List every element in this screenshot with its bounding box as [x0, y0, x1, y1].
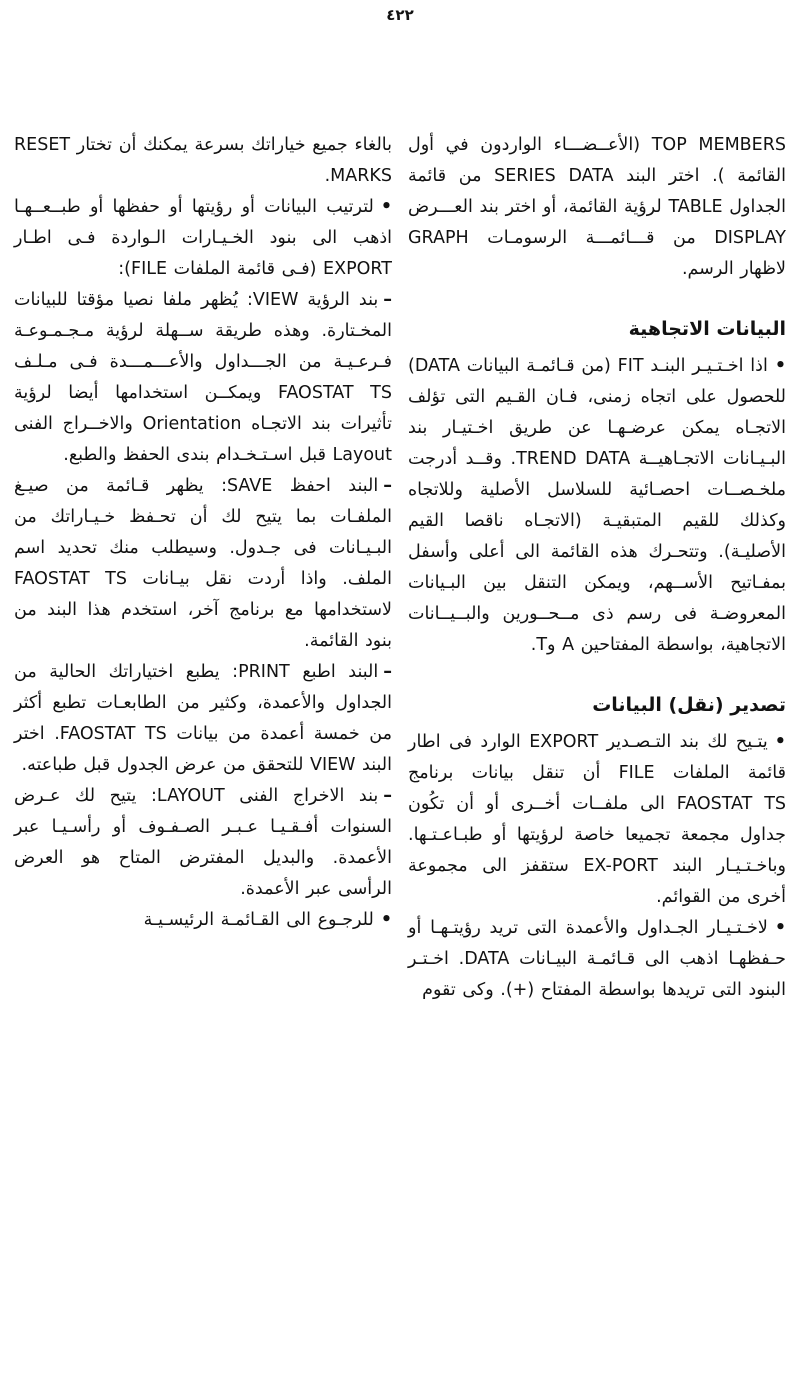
bullet-icon: • — [774, 356, 786, 376]
bullet-text: للرجـوع الى القـائمـة الرئيسـيـة — [143, 910, 374, 930]
bullet-icon: • — [380, 910, 392, 930]
left-column — [14, 130, 392, 1006]
bullet-icon: • — [774, 732, 786, 752]
bullet-text: لترتيب البيانات أو رؤيتها أو حفظها أو طبــعــهـا اذهب الى بنود الخـيـارات الـواردة فـى اطـار EXPORT (فـى قائمة الملفات FILE): — [14, 197, 392, 279]
paragraph — [408, 130, 786, 285]
dash-text: بند الرؤية VIEW: يُظهر ملفا نصيا مؤقتا للبيانات المخـتارة. وهذه طريقة ســهلة لرؤية مـجـمـوعـة فـرعـيـة من الجـــداول والأعـــمـــدة فـى مـلـف FAOSTAT TS ويمكــن استخدامها أيضا لرؤية تأثيرات بند الاتجـاه Orientation والاخــراج الفنى Layout قبل اسـتـخـدام بندى الحفظ والطبع. — [14, 290, 392, 465]
dash-item — [14, 285, 392, 471]
paragraph-text: TOP MEMBERS (الأعــضـــاء الواردون في أول القائمة ). اختر البند SERIES DATA من قائمة الجداول TABLE لرؤية القائمة، أو اختر بند العـــرض DISPLAY من قـــائمـــة الرسومـات GRAPH لاظهار الرسم. — [408, 135, 786, 279]
bullet-item — [408, 727, 786, 913]
right-column — [408, 130, 786, 1006]
dash-icon: – — [383, 786, 392, 806]
bullet-text: اذا اخـتـيـر البنـد FIT (من قـائمـة البيانات DATA) للحصول على اتجاه زمنى، فـان القـيم التى تؤلف الاتجـاه يمكن عرضـهـا عن طريق اخـتيـار بند البـيـانات الاتجـاهيــة TREND DATA. وقــد أدرجت ملخـصــات احصـائية للسلاسل الأصلية وللاتجاه وكذلك للقيم المتبقيـة (الاتجـاه ناقصا القيم الأصليـة). وتتحـرك هذه القائمة الى أعلى وأسفل بمفـاتيح الأســهم، ويمكن التنقل بين البـيانات المعروضـة فى رسم ذى مــحــورين والبــيــانات الاتجاهية، بواسطة المفتاحين A وT. — [408, 356, 786, 655]
dash-text: البند اطبع PRINT: يطبع اختياراتك الحالية من الجداول والأعمدة، وكثير من الطابعـات تطبع أكثر من خمسة أعمدة من بيانات FAOSTAT TS. اختر البند VIEW للتحقق من عرض الجدول قبل طباعته. — [14, 662, 392, 775]
paragraph-text: بالغاء جميع خياراتك بسرعة يمكنك أن تختار RESET MARKS. — [14, 135, 392, 186]
dash-item — [14, 471, 392, 657]
paragraph — [14, 130, 392, 192]
dash-icon: – — [383, 662, 392, 682]
bullet-item — [408, 351, 786, 661]
bullet-icon: • — [380, 197, 392, 217]
section-heading-export-data: تصدير (نقل) البيانات — [592, 694, 786, 716]
dash-icon: – — [383, 476, 392, 496]
dash-item — [14, 781, 392, 905]
section-heading-trend-data: البيانات الاتجاهية — [628, 318, 786, 340]
bullet-item — [14, 905, 392, 936]
bullet-text: لاخـتـيـار الجـداول والأعمدة التى تريد رؤيتـهـا أو حـفظهـا اذهب الى قـائمـة البيـانات DATA. اخـتـر البنود التى تريدها بواسطة المفتاح (+). وكى تقوم — [408, 918, 787, 1000]
bullet-item — [14, 192, 392, 285]
bullet-text: يتـيح لك بند التـصـدير EXPORT الوارد فى اطار قائمة الملفات FILE أن تنقل بيانات برنامج FAOSTAT TS الى ملفــات أخــرى أو أن تكُون جداول مجمعة تجميعا خاصة لرؤيتها أو طبـاعـتـها. وباخـتـيـار البند EX-PORT ستقفز الى مجموعة أخرى من القوائم. — [408, 732, 787, 907]
dash-text: بند الاخراج الفنى LAYOUT: يتيح لك عـرض السنوات أفـقـيـا عـبـر الصـفـوف أو رأسـيـا عبر الأعمدة. والبديل المفترض المتاح هو العرض الرأسى عبر الأعمدة. — [14, 786, 392, 899]
dash-icon: – — [383, 290, 392, 310]
dash-item — [14, 657, 392, 781]
bullet-item — [408, 913, 786, 1006]
page-number: ٤٢٢ — [386, 6, 414, 24]
two-column-text-area — [14, 130, 786, 1006]
bullet-icon: • — [774, 918, 786, 938]
dash-text: البند احفظ SAVE: يظهر قـائمة من صيـغ الملفـات بما يتيح لك أن تحـفظ خـيـاراتك من البـيـانات فى جـدول. وسيطلب منك تحديد اسم الملف. واذا أردت نقل بيـانات FAOSTAT TS لاستخدامها مع برنامج آخر، استخدم هذا البند من بنود القائمة. — [14, 476, 392, 651]
